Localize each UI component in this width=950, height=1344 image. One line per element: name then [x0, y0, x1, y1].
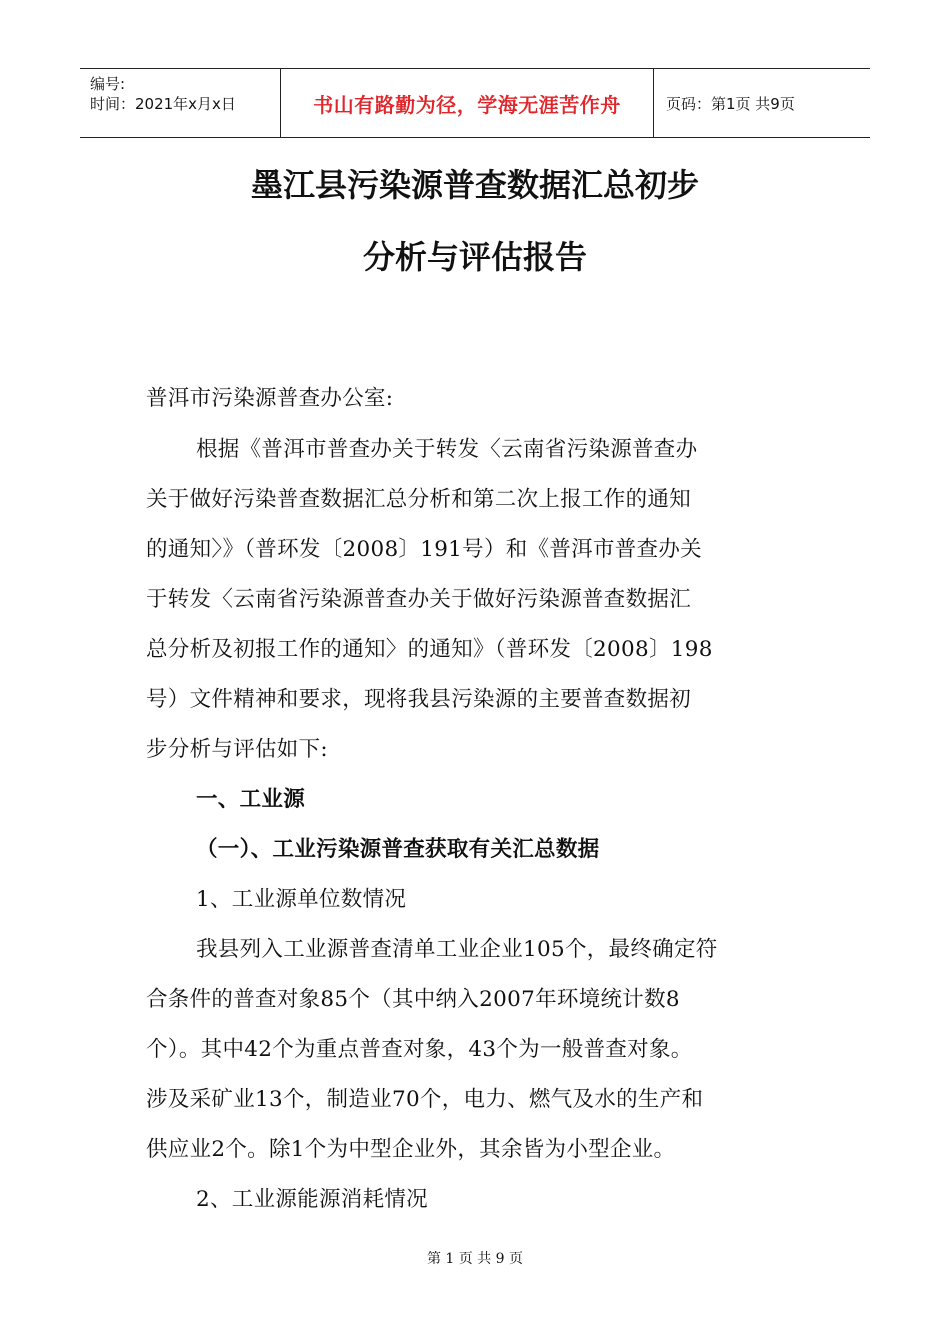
item-heading: 1、工业源单位数情况: [196, 887, 407, 912]
body-line: 合条件的普查对象85个（其中纳入2007年环境统计数8: [146, 987, 680, 1012]
body-line: 的通知〉》（普环发〔2008〕191号）和《普洱市普查办关: [146, 537, 702, 562]
document-title-line1: 墨江县污染源普查数据汇总初步: [250, 166, 699, 204]
body-line: 总分析及初报工作的通知〉的通知》（普环发〔2008〕198: [146, 637, 713, 662]
page-header: [80, 68, 870, 138]
body-line: 涉及采矿业13个，制造业70个，电力、燃气及水的生产和: [146, 1087, 704, 1112]
page-footer: 第 1 页 共 9 页: [426, 1251, 524, 1267]
body-line: 号）文件精神和要求，现将我县污染源的主要普查数据初: [146, 687, 692, 712]
document-title-line2: 分析与评估报告: [362, 238, 587, 276]
addressee: 普洱市污染源普查办公室:: [146, 386, 394, 411]
header-motto-cell: [281, 69, 654, 137]
item-heading: 2、工业源能源消耗情况: [196, 1187, 428, 1212]
section-heading: 一、工业源: [196, 787, 306, 812]
body-line: 步分析与评估如下:: [146, 737, 328, 762]
body-line: 于转发〈云南省污染源普查办关于做好污染源普查数据汇: [146, 587, 692, 612]
body-line: 个）。其中42个为重点普查对象，43个为一般普查对象。: [146, 1037, 693, 1062]
subsection-heading: （一）、工业污染源普查获取有关汇总数据: [196, 837, 600, 862]
page-info: 页码：第1页 共9页: [666, 94, 795, 113]
body-line: 关于做好污染普查数据汇总分析和第二次上报工作的通知: [146, 487, 692, 512]
header-meta-cell: [80, 69, 281, 137]
number-label: 编号:: [90, 75, 126, 93]
time-label: 时间：2021年x月x日: [90, 95, 236, 113]
body-line: 我县列入工业源普查清单工业企业105个，最终确定符: [196, 937, 718, 962]
body-line: 供应业2个。除1个为中型企业外，其余皆为小型企业。: [146, 1137, 676, 1162]
body-line: 根据《普洱市普查办关于转发〈云南省污染源普查办: [196, 437, 698, 462]
motto-text: 书山有路勤为径，学海无涯苦作舟: [313, 92, 621, 117]
